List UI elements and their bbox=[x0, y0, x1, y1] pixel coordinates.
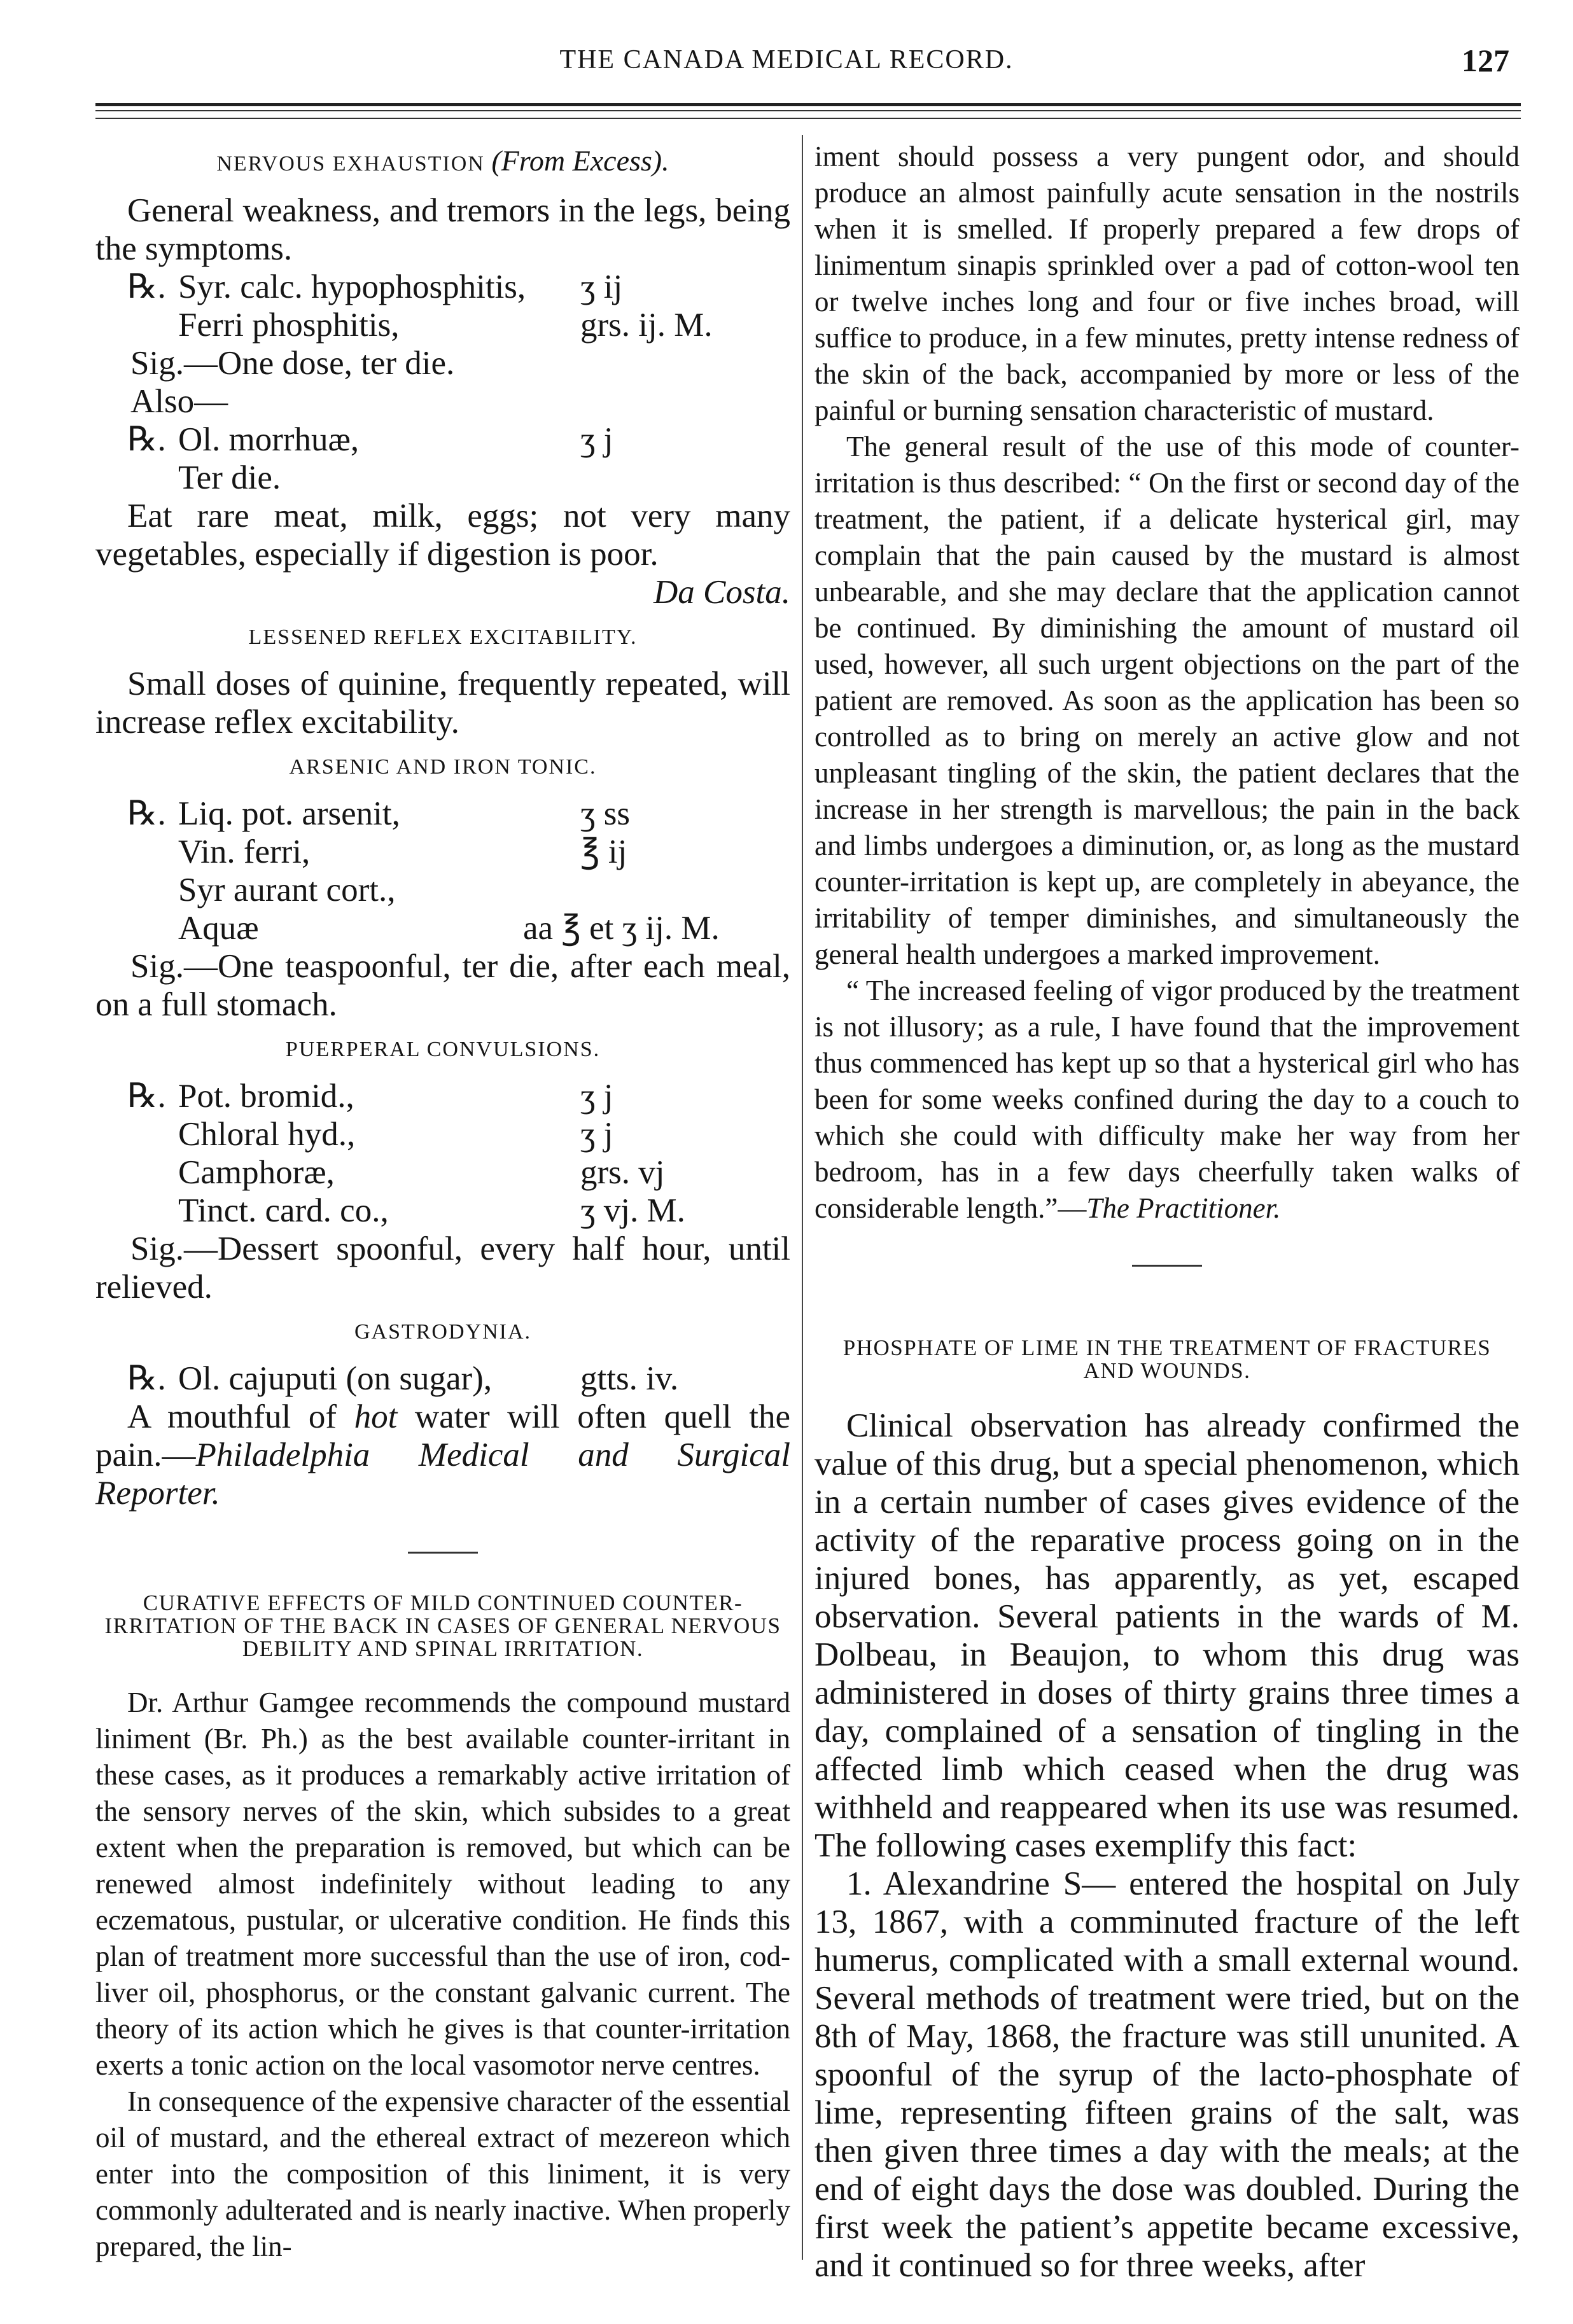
dose: ʒ ss bbox=[580, 795, 631, 832]
dose: ʒ ij bbox=[580, 268, 623, 305]
paragraph: The general result of the use of this mode of counter-irritation is thus described: “ On the first or second day of the treatment, the patient, if a delicate hysterical girl, may complain that the pain caused by the mustard is almost unbearable, and she may declare that the application cannot be continued. By diminishing the amount of mustard oil used, however, all such urgent objections on the part of the patient are removed. As soon as the application has been so controlled as to bring on merely an active glow and not unpleasant tingling of the skin, the patient declares that the increase in her strength is marvellous; the pain in the back and limbs undergoes a diminution, or, as long as the mustard counter-irritation is kept up, are completely in abeyance, the irritability of temper diminishes, and simultaneously the general health undergoes a marked improvement. bbox=[814, 431, 1520, 970]
section-heading-arsenic-iron: ARSENIC AND IRON TONIC. bbox=[289, 755, 597, 779]
ingredient: Syr aurant cort., bbox=[178, 872, 396, 908]
heading-note: (From Excess). bbox=[491, 144, 669, 177]
dose: grs. ij. M. bbox=[580, 307, 713, 344]
recipe-symbol: ℞. bbox=[127, 421, 166, 458]
section-divider bbox=[1132, 1265, 1202, 1267]
prescription-line bbox=[95, 306, 790, 344]
paragraph bbox=[814, 973, 1520, 1227]
recipe-symbol: ℞. bbox=[127, 268, 166, 305]
prescription-line bbox=[95, 1360, 790, 1398]
source-citation: Philadelphia Medical and Surgical Reporter. bbox=[95, 1437, 790, 1512]
section-divider bbox=[408, 1552, 478, 1554]
prescription-line bbox=[95, 1192, 790, 1230]
ingredient: Pot. bromid., bbox=[178, 1078, 354, 1115]
prescription-line bbox=[95, 268, 790, 306]
prescription-line bbox=[95, 1153, 790, 1192]
text-run: “ The increased feeling of vigor produced by the treatment is not illusory; as a rule, I have found that the improvement thus commenced has kept up so that a hysterical girl who has been for some weeks confined during the day to a couch to which she could with difficulty make her way from her bedroom, has in a few days cheerfully taken walks of considerable length.”— bbox=[814, 975, 1520, 1224]
recipe-symbol: ℞. bbox=[127, 1078, 166, 1115]
right-column bbox=[814, 139, 1520, 2285]
section-heading-lessened-reflex: LESSENED REFLEX EXCITABILITY. bbox=[248, 625, 638, 649]
source-citation: The Practitioner. bbox=[1086, 1192, 1281, 1224]
paragraph: Small doses of quinine, frequently repeated, will increase reflex excitability. bbox=[95, 665, 790, 741]
recipe-symbol: ℞. bbox=[127, 795, 166, 832]
recipe-symbol: ℞. bbox=[127, 1360, 166, 1397]
dose: ʒ j bbox=[580, 1116, 613, 1153]
paragraph: 1. Alexandrine S— entered the hospital on July 13, 1867, with a comminuted fracture of the left humerus, complicated with a small external wound. Several methods of treatment were tried, but on the 8th of May, 1868, the fracture was still ununited. A spoonful of the syrup of the lacto-phosphate of lime, representing fifteen grains of the salt, was then given three times a day with the meals; at the end of eight days the dose was doubled. During the first week the patient’s appetite became excessive, and it continued so for three weeks, after bbox=[814, 1865, 1520, 2284]
prescription-line bbox=[95, 1115, 790, 1153]
prescription-line bbox=[95, 833, 790, 871]
prescription-line bbox=[95, 795, 790, 833]
header-rule-thick bbox=[95, 103, 1521, 106]
ingredient: Ol. cajuputi (on sugar), bbox=[178, 1360, 493, 1397]
ingredient: Tinct. card. co., bbox=[178, 1192, 389, 1229]
header-rule-thin bbox=[95, 110, 1521, 111]
paragraph: General weakness, and tremors in the legs, being the symptoms. bbox=[95, 192, 790, 267]
article-heading-curative-effects: CURATIVE EFFECTS OF MILD CONTINUED COUNTER-IRRITATION OF THE BACK IN CASES OF GENERAL NERVOUS DEBILITY AND SPINAL IRRITATION. bbox=[104, 1590, 781, 1661]
section-heading-puerperal: PUERPERAL CONVULSIONS. bbox=[285, 1038, 601, 1061]
ingredient: Vin. ferri, bbox=[178, 833, 311, 870]
dose: ʒ j bbox=[580, 1078, 613, 1115]
dose: ℥ ij bbox=[580, 833, 627, 870]
dose: ʒ j bbox=[580, 421, 613, 458]
header-rule-thin-lower bbox=[95, 118, 1521, 119]
dose: ʒ vj. M. bbox=[580, 1192, 685, 1229]
article-heading-phosphate-of-lime: PHOSPHATE OF LIME IN THE TREATMENT OF FRACTURES AND WOUNDS. bbox=[842, 1335, 1492, 1383]
ingredient: Liq. pot. arsenit, bbox=[178, 795, 400, 832]
paragraph bbox=[95, 1398, 790, 1512]
paragraph: Dr. Arthur Gamgee recommends the compound mustard liniment (Br. Ph.) as the best available counter-irritant in these cases, as it produces a remarkably active irritation of the sensory nerves of the skin, which subsides to a great extent when the preparation is removed, but which can be renewed almost indefinitely without leading to any eczematous, pustular, or ulcerative condition. He finds this plan of treatment more successful than the use of iron, cod-liver oil, phosphorus, or the constant galvanic current. The theory of its action which he gives is that counter-irritation exerts a tonic action on the local vasomotor nerve centres. bbox=[95, 1687, 790, 2081]
page-header bbox=[0, 39, 1573, 84]
ingredient: Ol. morrhuæ, bbox=[178, 421, 360, 458]
dose: aa ℥ et ʒ ij. M. bbox=[523, 910, 720, 947]
signa: Sig.—One teaspoonful, ter die, after each meal, on a full stomach. bbox=[95, 948, 790, 1023]
prescription-line bbox=[95, 871, 790, 909]
ingredient: Syr. calc. hypophosphitis, bbox=[178, 268, 526, 305]
ingredient: Ferri phosphitis, bbox=[178, 307, 400, 344]
heading-text: NERVOUS EXHAUSTION bbox=[216, 152, 485, 176]
text-run: A mouthful of bbox=[127, 1398, 354, 1435]
paragraph: Eat rare meat, milk, eggs; not very many vegetables, especially if digestion is poor. bbox=[95, 498, 790, 573]
column-divider bbox=[802, 135, 803, 2260]
signa: Ter die. bbox=[178, 459, 281, 496]
paragraph: Clinical observation has already confirmed the value of this drug, but a special phenomenon, which in a certain number of cases gives evidence of the activity of the reparative process going on in the injured bones, has apparently, as yet, escaped observation. Several patients in the wards of M. Dolbeau, in Beaujon, to whom this drug was administered in doses of thirty grains three times a day, complained of a sensation of tingling in the affected limb which ceased when the drug was withheld and reappeared when its use was resumed. The following cases exemplify this fact: bbox=[814, 1407, 1520, 1864]
prescription-line bbox=[95, 909, 790, 947]
prescription-line bbox=[95, 1077, 790, 1115]
page-number: 127 bbox=[1462, 43, 1509, 78]
attribution: Da Costa. bbox=[654, 574, 790, 611]
ingredient: Camphoræ, bbox=[178, 1154, 335, 1191]
ingredient: Chloral hyd., bbox=[178, 1116, 356, 1153]
dose: grs. vj bbox=[580, 1154, 665, 1191]
ingredient: Aquæ bbox=[178, 910, 259, 947]
section-heading-nervous-exhaustion bbox=[95, 144, 790, 177]
emphasis: hot bbox=[354, 1398, 398, 1435]
paragraph: In consequence of the expensive character of the essential oil of mustard, and the ethereal extract of mezereon which enter into the composition of this liniment, it is very commonly adulterated and is nearly inactive. When properly prepared, the lin- bbox=[95, 2085, 791, 2262]
paragraph: iment should possess a very pungent odor, and should produce an almost painfully acute sensation in the nostrils when it is smelled. If properly prepared a few drops of linimentum sinapis sprinkled over a pad of cotton-wool ten or twelve inches long and four or five inches broad, will suffice to produce, in a few minutes, pretty intense redness of the skin of the back, accompanied by more or less of the painful or burning sensation characteristic of mustard. bbox=[814, 141, 1520, 426]
signa: Sig.—One dose, ter die. bbox=[130, 345, 455, 382]
text-run: water will often quell the pain.— bbox=[95, 1398, 790, 1473]
prescription-line bbox=[95, 421, 790, 459]
signa: Sig.—Dessert spoonful, every half hour, until relieved. bbox=[95, 1230, 790, 1305]
running-head: THE CANADA MEDICAL RECORD. bbox=[559, 45, 1014, 74]
dose: gtts. iv. bbox=[580, 1360, 679, 1397]
left-column bbox=[95, 139, 790, 2265]
also-text: Also— bbox=[130, 383, 228, 420]
section-heading-gastrodynia: GASTRODYNIA. bbox=[354, 1320, 532, 1344]
